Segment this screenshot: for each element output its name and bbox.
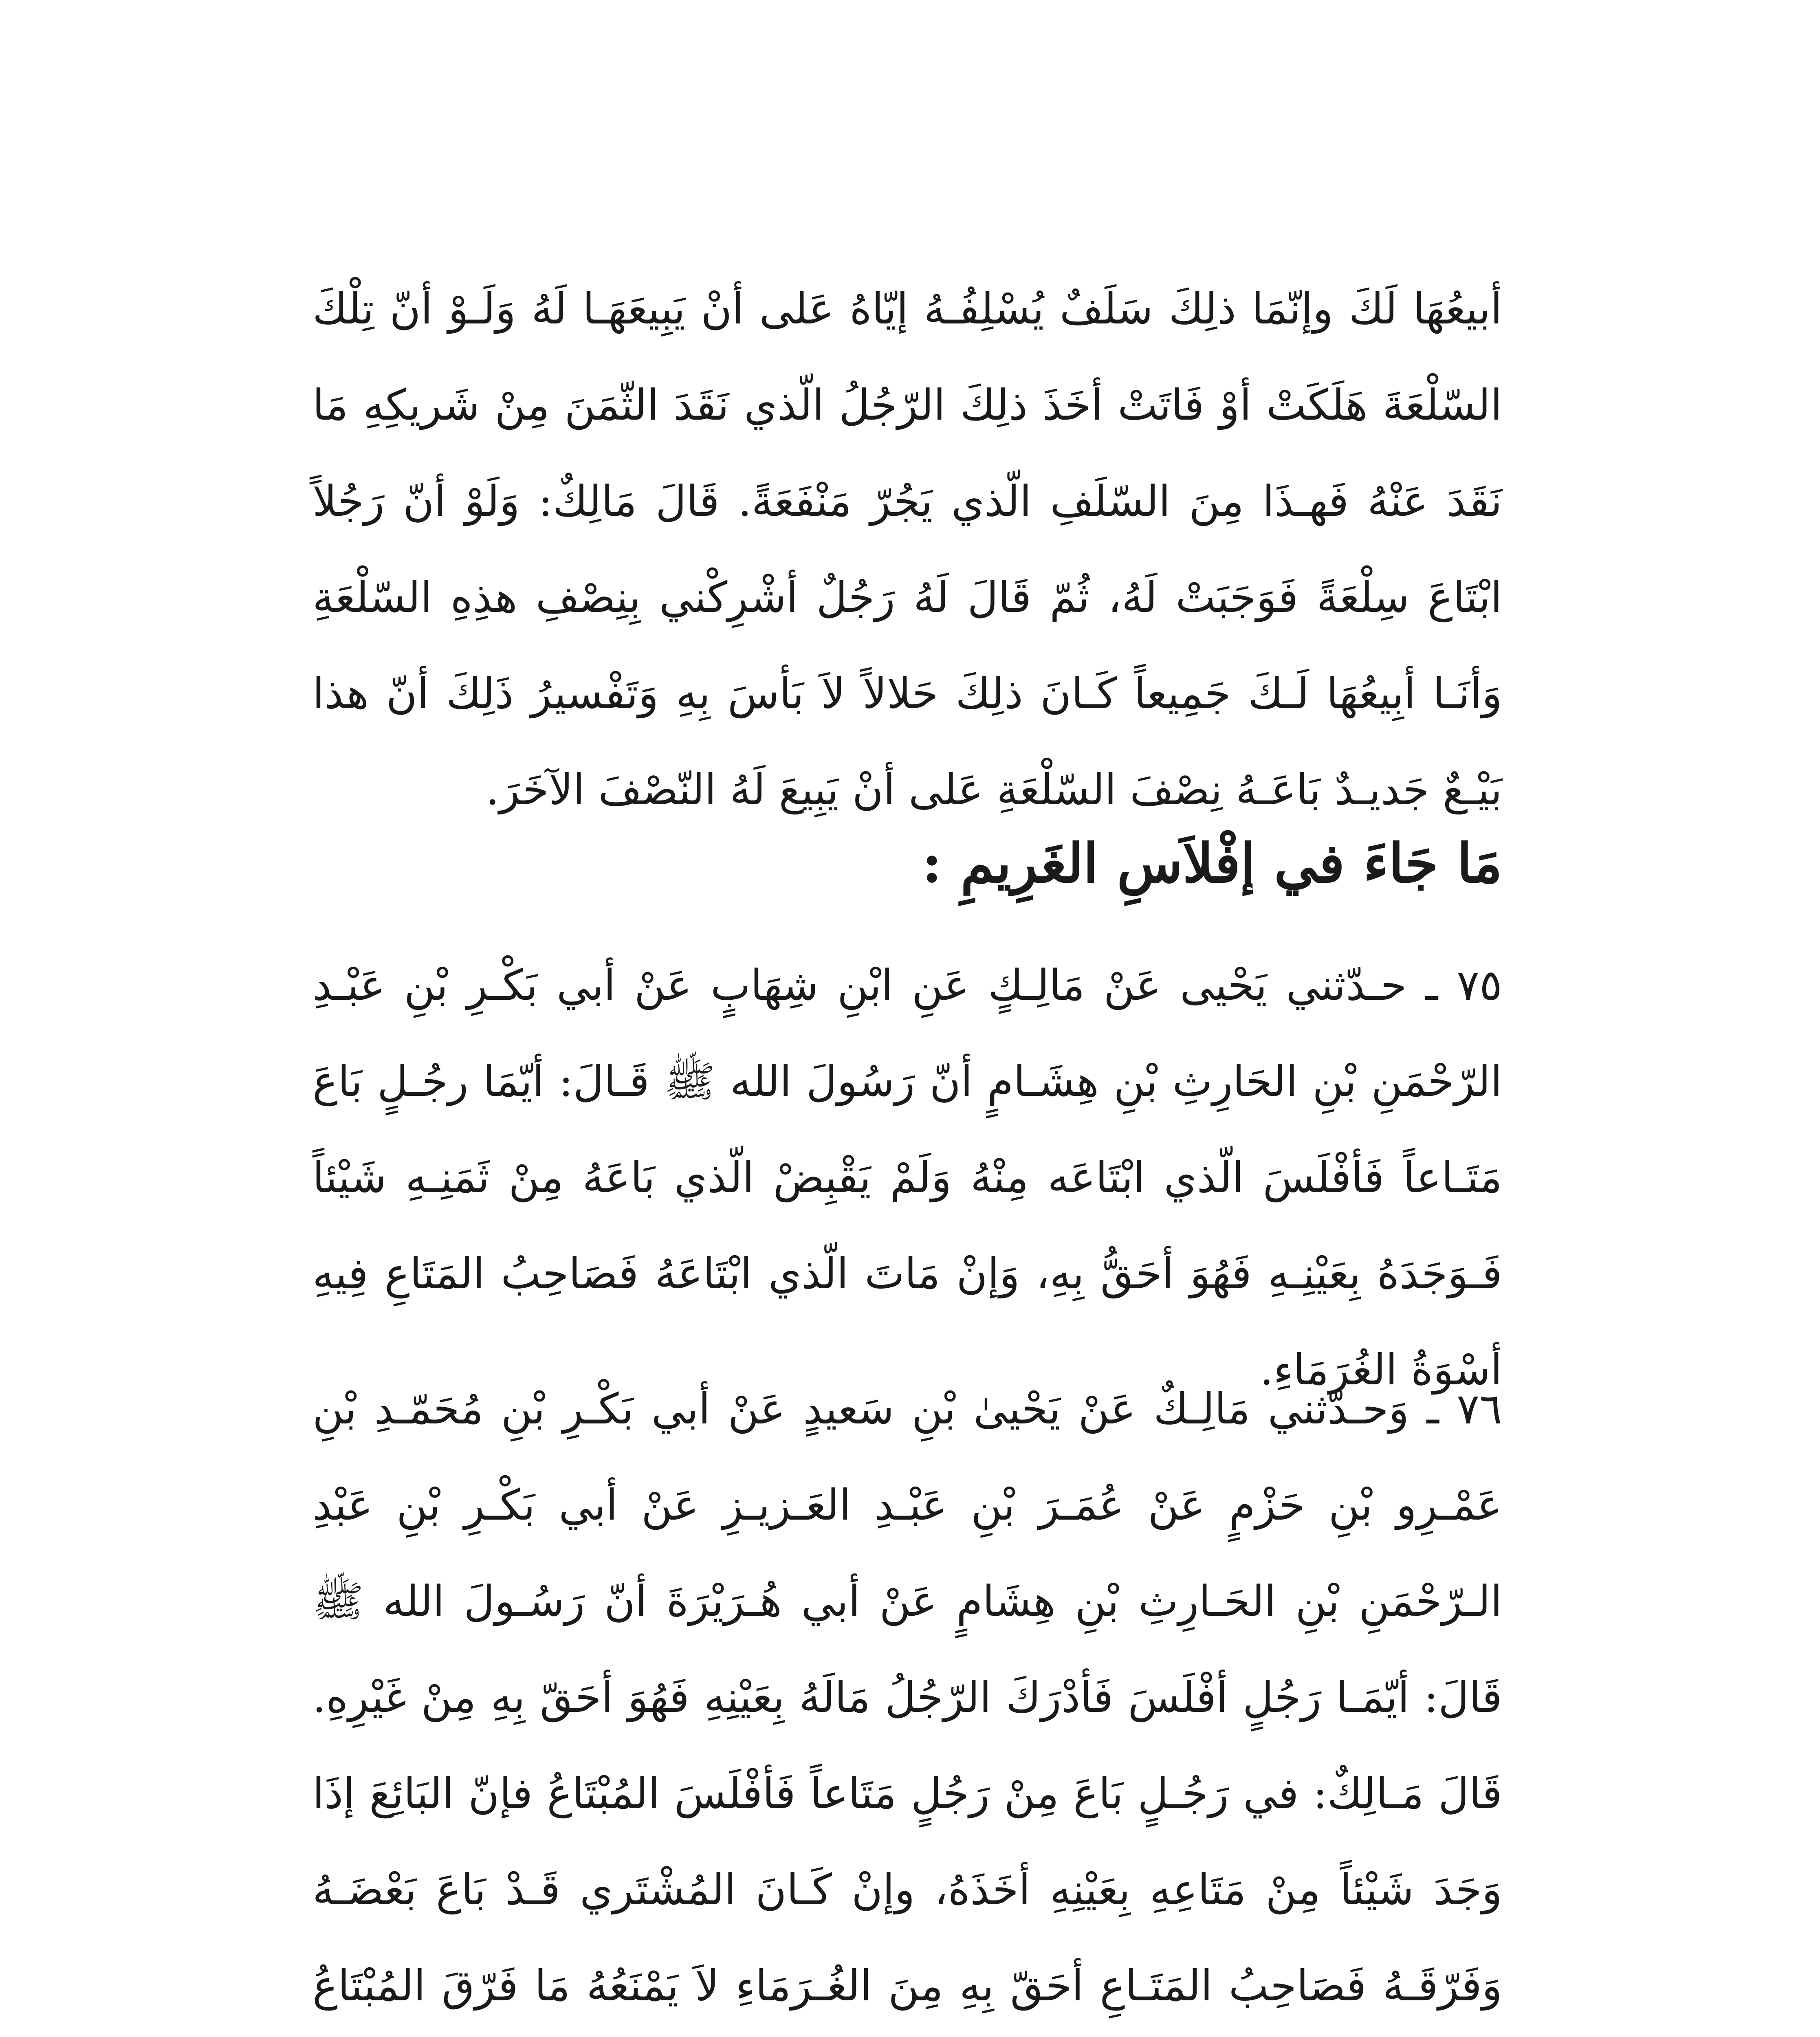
hadith-76-paragraph: ٧٦ ـ وَحـدّثني مَالِـكٌ عَنْ يَحْيىٰ بْنِ سَعيدٍ عَنْ أبي بَكْـرِ بْنِ مُحَمّـدِ بْنِ عَمْـرِو بْنِ حَزْمٍ عَنْ عُمَـرَ بْنِ عَبْـدِ العَـزيـزِ عَنْ أبي بَكْـرِ بْنِ عَبْدِ الـرّحْمَنِ بْنِ الحَـارِثِ بْنِ هِشَامٍ عَنْ أبي هُـرَيْرَةَ أنّ رَسُـولَ الله ﷺ قَالَ: أيّمَـا رَجُلٍ أفْلَسَ فَأدْرَكَ الرّجُلُ مَالَهُ بِعَيْنِهِ فَهُوَ أحَقّ بِهِ مِنْ غَيْرِهِ. قَالَ مَـالِكٌ: في رَجُـلٍ بَاعَ مِنْ رَجُلٍ مَتَاعاً فَأفْلَسَ المُبْتَاعُ فإنّ البَائِعَ إذَا وَجَدَ شَيْئاً مِنْ مَتَاعِهِ بِعَيْنِهِ أخَذَهُ، وإنْ كَـانَ المُشْتَري قَـدْ بَاعَ بَعْضَـهُ وَفَرّقَـهُ فَصَاحِبُ المَتَـاعِ أحَقّ بِهِ مِنَ الغُـرَمَاءِ لاَ يَمْنَعُهُ مَا فَرّقَ المُبْتَاعُ	[313, 1384, 1503, 2011]
hadith-75-paragraph: ٧٥ ـ حـدّثني يَحْيى عَنْ مَالِـكٍ عَنِ ابْنِ شِهَابٍ عَنْ أبي بَكْـرِ بْنِ عَبْـدِ الرّحْمَنِ بْنِ الحَارِثِ بْنِ هِشَـامٍ أنّ رَسُولَ الله ﷺ قَـالَ: أيّمَا رجُـلٍ بَاعَ مَتَـاعاً فَأفْلَسَ الّذي ابْتَاعَه مِنْهُ وَلَمْ يَقْبِضْ الّذي بَاعَهُ مِنْ ثَمَنِـهِ شَيْئاً فَـوَجَدَهُ بِعَيْنِـهِ فَهُوَ أحَقُّ بِهِ، وَإنْ مَاتَ الّذي ابْتَاعَهُ فَصَاحِبُ المَتَاعِ فِيهِ أسْوَةُ الغُرَمَاءِ.	[313, 960, 1502, 1395]
section-heading: مَا جَاءَ في إفْلاَسِ الغَرِيمِ :	[922, 832, 1502, 895]
intro-paragraph: أبيعُهَا لَكَ وإنّمَا ذلِكَ سَلَفٌ يُسْلِفُـهُ إيّاهُ عَلى أنْ يَبِيعَهَـا لَهُ وَلَـوْ أنّ تِلْكَ السّلْعَةَ هَلَكَتْ أوْ فَاتَتْ أخَذَ ذلِكَ الرّجُلُ الّذي نَقَدَ الثّمَنَ مِنْ شَريكِهِ مَا نَقَدَ عَنْهُ فَهـذَا مِنَ السّلَفِ الّذي يَجُرّ مَنْفَعَةً. قَالَ مَالِكٌ: وَلَوْ أنّ رَجُلاً ابْتَاعَ سِلْعَةً فَوَجَبَتْ لَهُ، ثُمّ قَالَ لَهُ رَجُلٌ أشْرِكْني بِنِصْفِ هذِهِ السّلْعَةِ وَأنَـا أبِيعُهَا لَـكَ جَمِيعاً كَـانَ ذلِكَ حَلالاً لاَ بَأسَ بِهِ وَتَفْسيرُ ذَلِكَ أنّ هذا بَيْـعٌ جَديـدٌ بَاعَـهُ نِصْفَ السّلْعَةِ عَلى أنْ يَبِيعَ لَهُ النّصْفَ الآخَرَ.	[313, 284, 1502, 814]
